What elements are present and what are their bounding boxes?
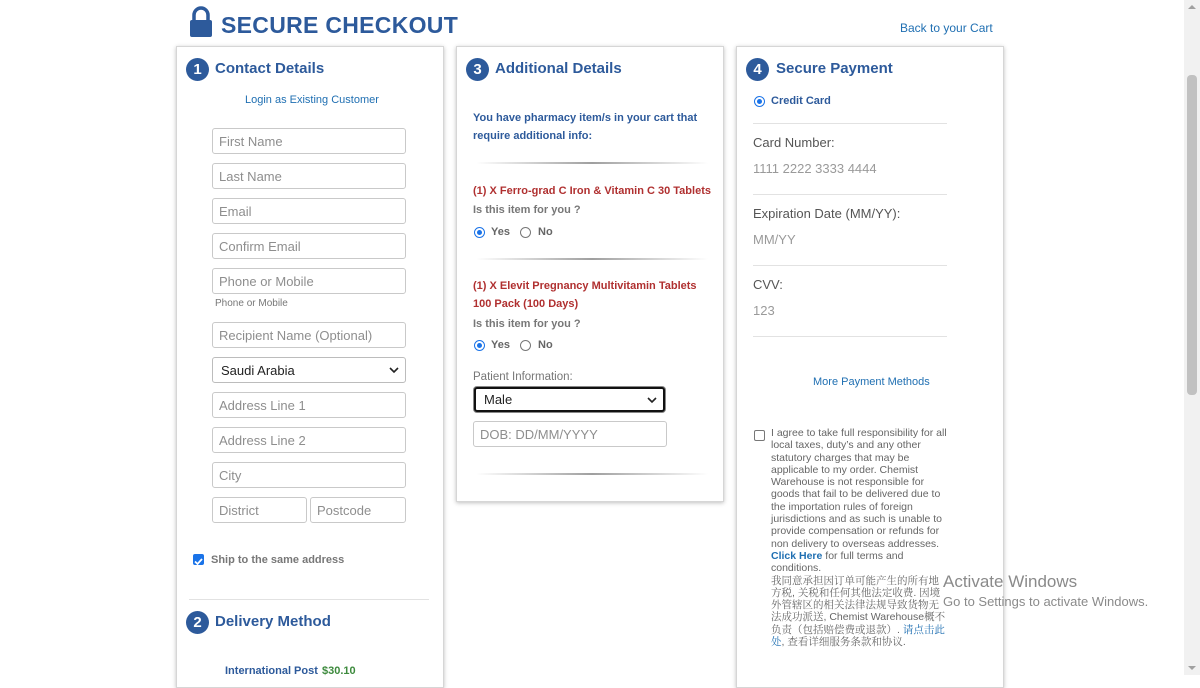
terms-chinese: 我同意承担因订单可能产生的所有地方税, 关税和任何其他法定收费. 因境外管辖区的相关法律法规导致货物无法成功派送, Chemist Warehouse概不负责（包括赔偿费或退款）. bbox=[771, 574, 946, 636]
section-divider bbox=[476, 162, 708, 164]
phone-input[interactable] bbox=[212, 268, 406, 294]
ship-same-address-checkbox[interactable] bbox=[193, 554, 204, 565]
chevron-down-icon bbox=[389, 365, 399, 375]
gender-select-value: Male bbox=[484, 392, 513, 407]
section-divider bbox=[476, 258, 708, 260]
page-title: SECURE CHECKOUT bbox=[221, 12, 459, 38]
country-select[interactable] bbox=[212, 357, 406, 383]
section-divider bbox=[476, 473, 708, 475]
section-divider bbox=[189, 599, 429, 600]
patient-info-label: Patient Information: bbox=[473, 371, 573, 383]
item-2-no-label: No bbox=[538, 339, 553, 351]
terms-text bbox=[771, 427, 949, 648]
delivery-option-price: $30.10 bbox=[322, 665, 356, 677]
item-1-question: Is this item for you ? bbox=[473, 204, 581, 216]
card-number-input[interactable]: 1111 2222 3333 4444 bbox=[753, 161, 877, 176]
gender-select[interactable] bbox=[474, 387, 665, 412]
terms-click-here-link[interactable]: Click Here bbox=[771, 549, 823, 562]
step-2-badge: 2 bbox=[186, 611, 209, 634]
district-input[interactable] bbox=[212, 497, 307, 523]
lock-icon bbox=[188, 6, 214, 38]
scroll-down-arrow-icon[interactable] bbox=[1186, 664, 1198, 672]
expiration-date-label: Expiration Date (MM/YY): bbox=[753, 206, 901, 221]
contact-details-title: Contact Details bbox=[215, 60, 325, 77]
section-divider bbox=[753, 265, 947, 266]
activate-windows-subtext: Go to Settings to activate Windows. bbox=[943, 594, 1149, 609]
step-3-badge: 3 bbox=[466, 58, 489, 81]
section-divider bbox=[753, 336, 947, 337]
section-divider bbox=[753, 123, 947, 124]
item-2-question: Is this item for you ? bbox=[473, 318, 581, 330]
scroll-up-arrow-icon[interactable] bbox=[1186, 3, 1198, 11]
more-payment-methods-link[interactable]: More Payment Methods bbox=[813, 376, 930, 388]
address-line-2-input[interactable] bbox=[212, 427, 406, 453]
step-1-badge: 1 bbox=[186, 58, 209, 81]
section-divider bbox=[753, 194, 947, 195]
terms-chinese-link[interactable]: 请点击此处 bbox=[771, 623, 945, 649]
last-name-input[interactable] bbox=[212, 163, 406, 189]
credit-card-label: Credit Card bbox=[771, 95, 831, 107]
dob-input[interactable] bbox=[473, 421, 667, 447]
terms-chinese-end: , 查看详细服务条款和协议. bbox=[781, 636, 906, 649]
check-icon bbox=[193, 556, 204, 567]
pharmacy-info-text: You have pharmacy item/s in your cart that require additional info: bbox=[473, 112, 698, 142]
delivery-method-title: Delivery Method bbox=[215, 613, 331, 630]
item-1-no-label: No bbox=[538, 226, 553, 238]
login-existing-customer-link[interactable]: Login as Existing Customer bbox=[245, 94, 379, 106]
card-number-label: Card Number: bbox=[753, 135, 835, 150]
first-name-input[interactable] bbox=[212, 128, 406, 154]
recipient-name-input[interactable] bbox=[212, 322, 406, 348]
item-1-yes-label: Yes bbox=[491, 226, 510, 238]
scrollbar-thumb[interactable] bbox=[1187, 75, 1197, 395]
back-to-cart-link[interactable]: Back to your Cart bbox=[900, 21, 993, 35]
terms-after: for full terms and conditions. bbox=[771, 549, 904, 575]
cvv-label: CVV: bbox=[753, 277, 783, 292]
terms-agree-checkbox[interactable] bbox=[754, 430, 765, 441]
country-select-value: Saudi Arabia bbox=[221, 362, 295, 378]
delivery-option-name[interactable]: International Post bbox=[225, 665, 318, 677]
pharmacy-item-1: (1) X Ferro-grad C Iron & Vitamin C 30 Tablets bbox=[473, 185, 711, 197]
confirm-email-input[interactable] bbox=[212, 233, 406, 259]
additional-details-title: Additional Details bbox=[495, 60, 622, 77]
ship-same-address-label: Ship to the same address bbox=[211, 554, 345, 566]
terms-english: I agree to take full responsibility for all local taxes, duty’s and any other statutory charges that may be applicable to my order. Chemist Warehouse is not responsible for goods that fail to be delivered due to the importation rules of foreign jurisdictions and as such is unable to provide compensation or refunds for non delivery to overseas addresses. bbox=[771, 427, 947, 550]
city-input[interactable] bbox=[212, 462, 406, 488]
item-2-yes-radio[interactable] bbox=[474, 340, 485, 351]
activate-windows-watermark: Activate Windows bbox=[943, 572, 1078, 591]
step-4-badge: 4 bbox=[746, 58, 769, 81]
item-1-yes-radio[interactable] bbox=[474, 227, 485, 238]
credit-card-radio[interactable] bbox=[754, 96, 765, 107]
postcode-input[interactable] bbox=[310, 497, 406, 523]
phone-hint: Phone or Mobile bbox=[215, 298, 288, 309]
chevron-down-icon bbox=[647, 395, 657, 405]
cvv-input[interactable]: 123 bbox=[753, 303, 775, 318]
expiration-date-input[interactable]: MM/YY bbox=[753, 232, 796, 247]
item-1-no-radio[interactable] bbox=[520, 227, 531, 238]
address-line-1-input[interactable] bbox=[212, 392, 406, 418]
item-2-yes-label: Yes bbox=[491, 339, 510, 351]
email-input[interactable] bbox=[212, 198, 406, 224]
item-2-no-radio[interactable] bbox=[520, 340, 531, 351]
pharmacy-item-2: (1) X Elevit Pregnancy Multivitamin Tablets 100 Pack (100 Days) bbox=[473, 280, 697, 310]
secure-payment-title: Secure Payment bbox=[776, 60, 893, 77]
